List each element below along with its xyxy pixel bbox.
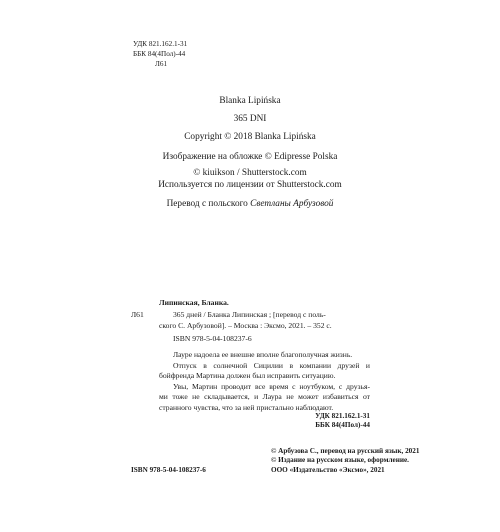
summary-line: ми тоже не складывается, и Лаура не может избавиться от bbox=[159, 392, 370, 402]
original-title: 365 DNI bbox=[233, 114, 267, 124]
summary-line: Отпуск в солнечной Сицилии в компании друзей и bbox=[173, 360, 370, 370]
catalog-description-line1: 365 дней / Бланка Липинская ; [перевод с поль- bbox=[173, 310, 326, 319]
license-note: Используется по лицензии от Shutterstock.com bbox=[158, 180, 342, 190]
catalog-author-mark: Л61 bbox=[131, 310, 144, 319]
original-copyright: Copyright © 2018 Blanka Lipińska bbox=[184, 132, 316, 142]
catalog-summary bbox=[159, 350, 370, 414]
header-bbk: ББК 84(4Пол)-44 bbox=[133, 50, 186, 58]
cover-photo-credit: © kiuikson / Shutterstock.com bbox=[193, 168, 307, 178]
original-author: Blanka Lipińska bbox=[219, 96, 281, 106]
footer-isbn: ISBN 978-5-04-108237-6 bbox=[131, 466, 206, 474]
summary-line: Увы, Мартин проводит все время с ноутбуком, с друзья- bbox=[173, 381, 370, 391]
translation-credit bbox=[0, 198, 500, 210]
cover-image-credit: Изображение на обложке © Edipresse Polska bbox=[162, 152, 338, 162]
catalog-heading: Липинская, Бланка. bbox=[159, 298, 229, 307]
footer-copyright-line: © Арбузова С., перевод на русский язык, 2021 bbox=[271, 447, 420, 455]
footer-copyright-line: ООО «Издательство «Эксмо», 2021 bbox=[271, 466, 385, 474]
summary-line: странного чувства, что за ней пристально наблюдают. bbox=[159, 402, 334, 412]
summary-line: Лауре надоела ее внешне вполне благополучная жизнь. bbox=[173, 350, 353, 359]
catalog-description-line2: ского С. Арбузовой]. – Москва : Эксмо, 2021. – 352 с. bbox=[159, 321, 332, 330]
catalog-bbk: ББК 84(4Пол)-44 bbox=[315, 421, 370, 429]
summary-line: бойфренда Мартина должен был исправить ситуацию. bbox=[159, 371, 336, 381]
catalog-udk: УДК 821.162.1-31 bbox=[315, 412, 370, 420]
translation-prefix: Перевод с польского bbox=[166, 199, 251, 209]
header-udk: УДК 821.162.1-31 bbox=[133, 40, 188, 48]
footer-copyright-line: © Издание на русском языке, оформление. bbox=[271, 456, 409, 464]
header-author-mark: Л61 bbox=[155, 60, 168, 68]
catalog-isbn: ISBN 978-5-04-108237-6 bbox=[173, 334, 252, 343]
translator-name: Светланы Арбузовой bbox=[250, 199, 334, 209]
